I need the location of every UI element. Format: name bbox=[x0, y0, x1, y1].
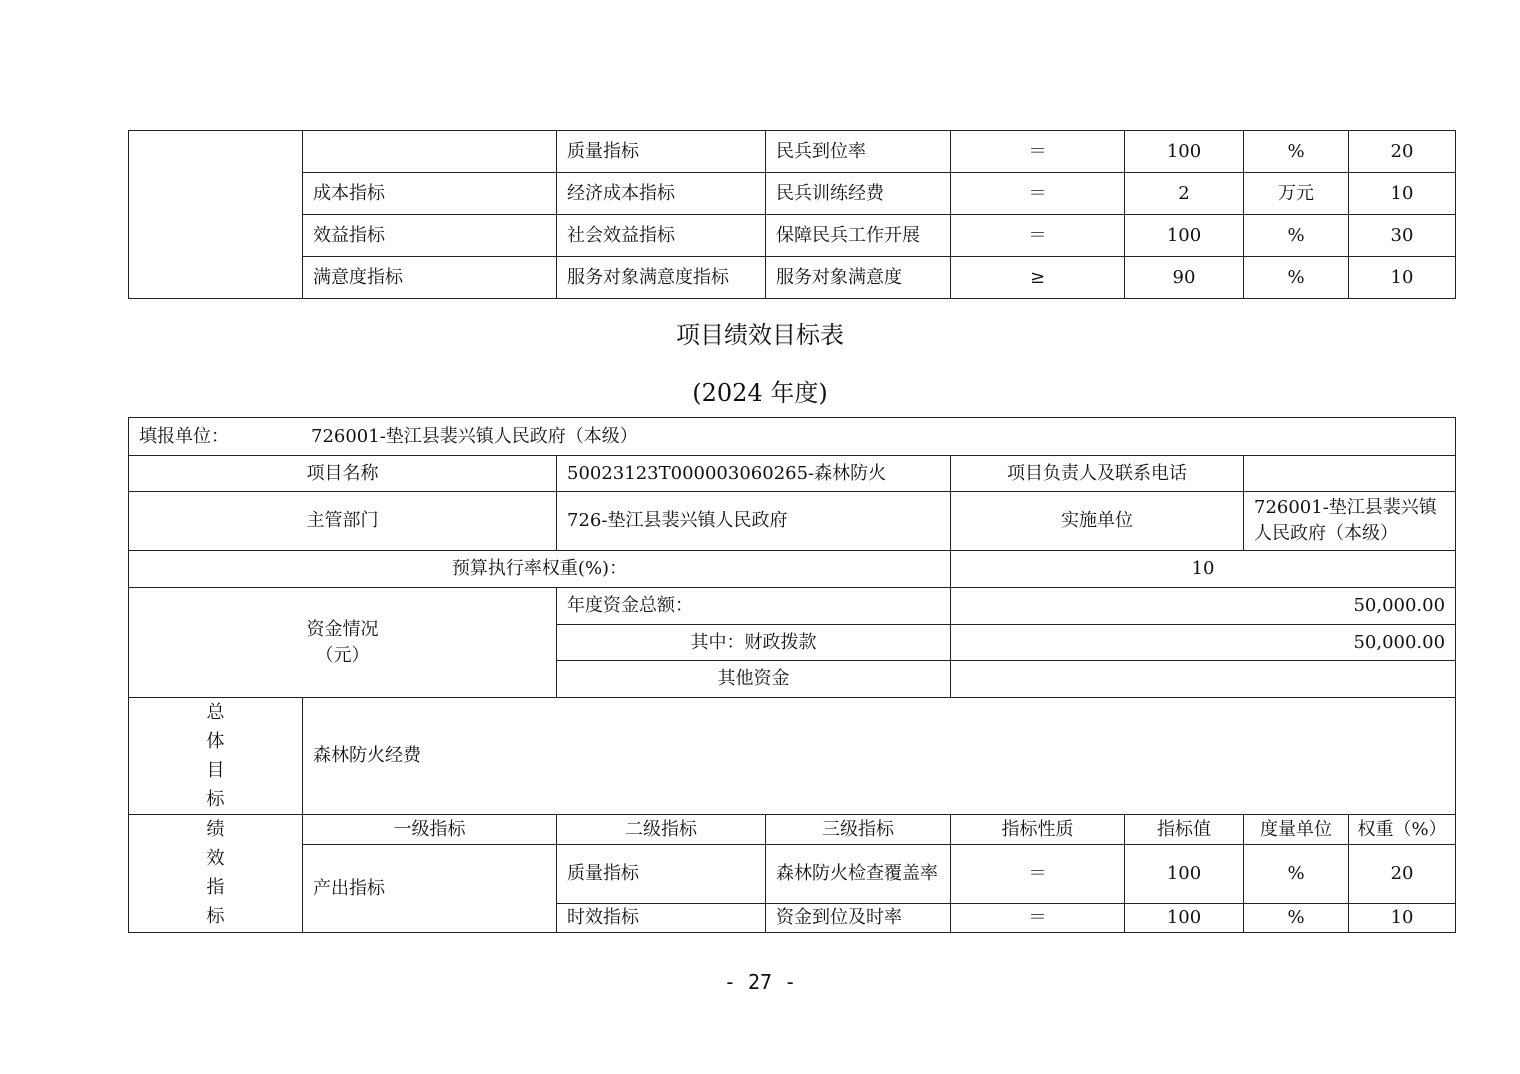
level2-cell: 时效指标 bbox=[557, 904, 766, 933]
level3-cell: 森林防火检查覆盖率 bbox=[766, 845, 951, 904]
nature-cell: ＝ bbox=[951, 845, 1125, 904]
performance-target-table bbox=[128, 417, 1456, 933]
header-level2: 二级指标 bbox=[557, 815, 766, 845]
table-row bbox=[129, 492, 1456, 551]
project-name-label: 项目名称 bbox=[129, 456, 557, 492]
funds-other-label: 其他资金 bbox=[557, 661, 951, 698]
table-row bbox=[129, 698, 1456, 815]
funds-total-value: 50,000.00 bbox=[951, 588, 1456, 625]
funds-fiscal-label: 其中：财政拨款 bbox=[557, 625, 951, 661]
perf-char: 指 bbox=[206, 877, 225, 898]
perf-char: 绩 bbox=[206, 819, 225, 840]
indicator-table-continued bbox=[128, 130, 1456, 299]
weight-cell: 20 bbox=[1349, 845, 1456, 904]
weight-cell: 10 bbox=[1349, 904, 1456, 933]
budget-rate-label: 预算执行率权重(%)： bbox=[129, 551, 951, 588]
goal-char: 体 bbox=[206, 731, 225, 752]
impl-value: 726001-垫江县裴兴镇人民政府（本级） bbox=[1244, 492, 1456, 551]
header-level3: 三级指标 bbox=[766, 815, 951, 845]
blank-cell bbox=[129, 131, 303, 299]
contact-value bbox=[1244, 456, 1456, 492]
nature-cell: ≥ bbox=[951, 257, 1125, 299]
overall-goal-value: 森林防火经费 bbox=[303, 698, 1456, 815]
table-row bbox=[129, 588, 1456, 625]
goal-char: 目 bbox=[206, 760, 225, 781]
value-cell: 100 bbox=[1125, 845, 1244, 904]
unit-cell: % bbox=[1244, 215, 1349, 257]
budget-rate-value: 10 bbox=[951, 551, 1456, 588]
level1-cell: 成本指标 bbox=[303, 173, 557, 215]
level2-cell: 社会效益指标 bbox=[557, 215, 766, 257]
project-name-value: 50023123T000003060265-森林防火 bbox=[557, 456, 951, 492]
level3-cell: 保障民兵工作开展 bbox=[766, 215, 951, 257]
funds-fiscal-value: 50,000.00 bbox=[951, 625, 1456, 661]
table-row bbox=[129, 418, 1456, 456]
level3-cell: 资金到位及时率 bbox=[766, 904, 951, 933]
fill-unit-cell bbox=[129, 418, 1456, 456]
table-row bbox=[129, 456, 1456, 492]
level1-cell: 满意度指标 bbox=[303, 257, 557, 299]
funds-other-value bbox=[951, 661, 1456, 698]
nature-cell: ＝ bbox=[951, 173, 1125, 215]
header-nature: 指标性质 bbox=[951, 815, 1125, 845]
page-subtitle: (2024 年度) bbox=[692, 379, 828, 407]
table-header-row bbox=[129, 815, 1456, 845]
level3-cell: 服务对象满意度 bbox=[766, 257, 951, 299]
weight-cell: 10 bbox=[1349, 173, 1456, 215]
table-row bbox=[129, 257, 1456, 299]
level3-cell: 民兵到位率 bbox=[766, 131, 951, 173]
table-row bbox=[129, 215, 1456, 257]
goal-char: 标 bbox=[206, 789, 225, 810]
weight-cell: 10 bbox=[1349, 257, 1456, 299]
impl-label: 实施单位 bbox=[951, 492, 1244, 551]
dept-value: 726-垫江县裴兴镇人民政府 bbox=[557, 492, 951, 551]
value-cell: 100 bbox=[1125, 904, 1244, 933]
unit-cell: % bbox=[1244, 131, 1349, 173]
page-number: - 27 - bbox=[723, 970, 797, 994]
level1-cell bbox=[303, 131, 557, 173]
unit-cell: % bbox=[1244, 845, 1349, 904]
output-indicator-cell: 产出指标 bbox=[303, 845, 557, 933]
funds-label-line1: 资金情况 bbox=[306, 618, 379, 640]
nature-cell: ＝ bbox=[951, 131, 1125, 173]
overall-goal-label bbox=[129, 698, 303, 815]
level2-cell: 质量指标 bbox=[557, 131, 766, 173]
perf-char: 标 bbox=[206, 906, 225, 927]
unit-cell: % bbox=[1244, 904, 1349, 933]
table-row bbox=[129, 845, 1456, 904]
goal-char: 总 bbox=[206, 702, 225, 723]
fill-unit-label: 填报单位： bbox=[139, 425, 229, 447]
funds-label-line2: （元） bbox=[315, 644, 370, 666]
value-cell: 100 bbox=[1125, 215, 1244, 257]
weight-cell: 20 bbox=[1349, 131, 1456, 173]
page-title: 项目绩效目标表 bbox=[676, 321, 844, 349]
nature-cell: ＝ bbox=[951, 904, 1125, 933]
level2-cell: 质量指标 bbox=[557, 845, 766, 904]
unit-cell: % bbox=[1244, 257, 1349, 299]
fill-unit-value: 726001-垫江县裴兴镇人民政府（本级） bbox=[311, 425, 638, 447]
funds-label bbox=[129, 588, 557, 698]
nature-cell: ＝ bbox=[951, 215, 1125, 257]
header-level1: 一级指标 bbox=[303, 815, 557, 845]
header-weight: 权重（%） bbox=[1349, 815, 1456, 845]
performance-indicator-label bbox=[129, 815, 303, 933]
header-unit: 度量单位 bbox=[1244, 815, 1349, 845]
perf-char: 效 bbox=[206, 848, 225, 869]
value-cell: 90 bbox=[1125, 257, 1244, 299]
dept-label: 主管部门 bbox=[129, 492, 557, 551]
table-row bbox=[129, 131, 1456, 173]
unit-cell: 万元 bbox=[1244, 173, 1349, 215]
value-cell: 2 bbox=[1125, 173, 1244, 215]
value-cell: 100 bbox=[1125, 131, 1244, 173]
level2-cell: 经济成本指标 bbox=[557, 173, 766, 215]
level3-cell: 民兵训练经费 bbox=[766, 173, 951, 215]
contact-label: 项目负责人及联系电话 bbox=[951, 456, 1244, 492]
weight-cell: 30 bbox=[1349, 215, 1456, 257]
table-row bbox=[129, 173, 1456, 215]
level1-cell: 效益指标 bbox=[303, 215, 557, 257]
table-row bbox=[129, 551, 1456, 588]
header-value: 指标值 bbox=[1125, 815, 1244, 845]
funds-total-label: 年度资金总额： bbox=[557, 588, 951, 625]
level2-cell: 服务对象满意度指标 bbox=[557, 257, 766, 299]
